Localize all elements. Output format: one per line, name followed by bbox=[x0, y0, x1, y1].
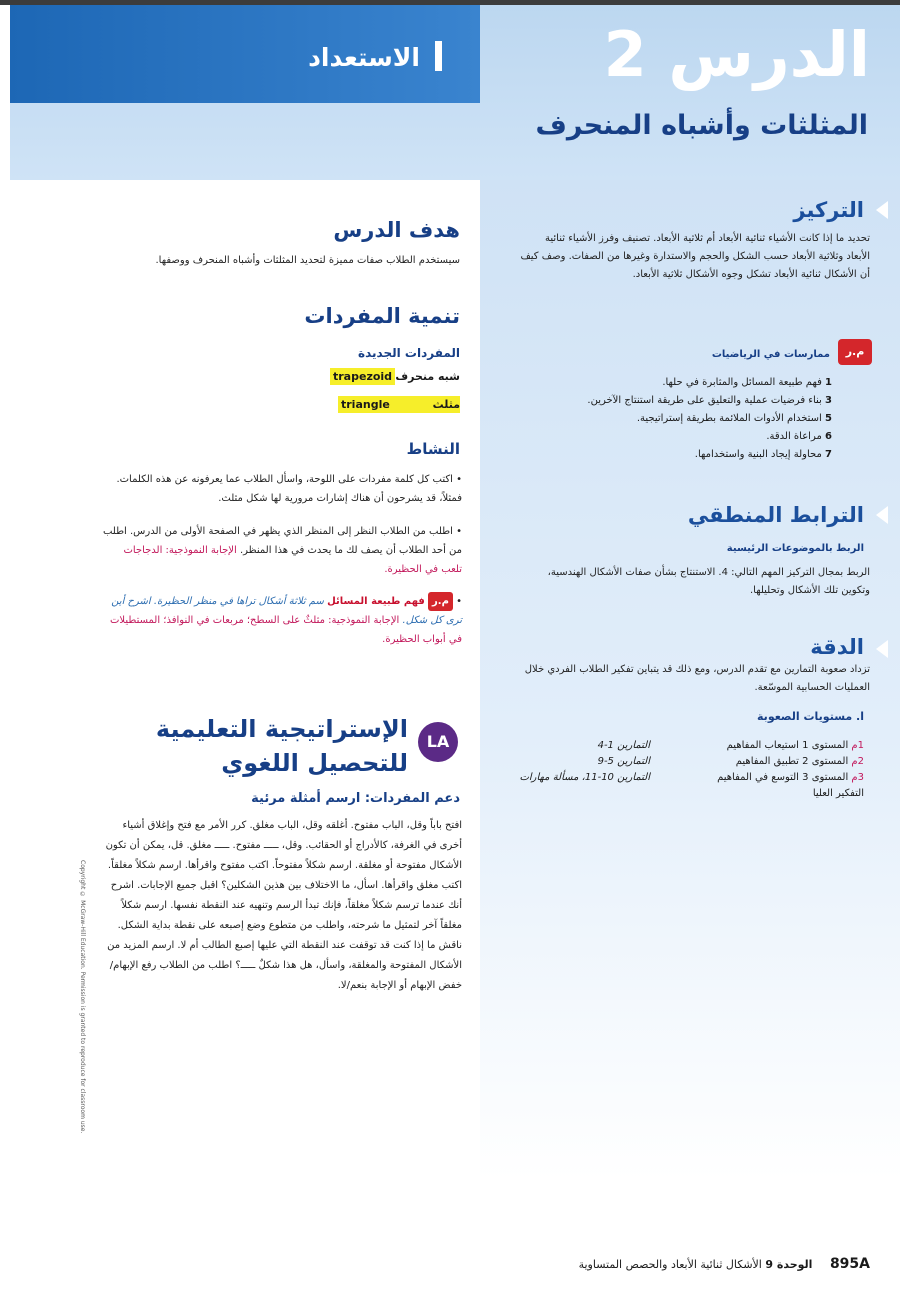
difficulty-exercises: التمارين 1-4 bbox=[597, 740, 650, 751]
la-badge-icon: LA bbox=[418, 722, 458, 762]
new-vocab-subheading: المفردات الجديدة bbox=[358, 346, 460, 360]
footer-unit: الوحدة 9 bbox=[765, 1258, 813, 1271]
difficulty-levels-heading: ا. مستويات الصعوبة bbox=[757, 710, 864, 723]
prep-banner bbox=[10, 5, 480, 103]
math-practice-item: 5 استخدام الأدوات الملائمة بطريقة إستراتيجية. bbox=[636, 413, 832, 424]
difficulty-exercises: التمارين 5-9 bbox=[597, 756, 650, 767]
strategy-subheading: دعم المفردات: ارسم أمثلة مرئية bbox=[251, 791, 460, 806]
activity-bullet: • اطلب من الطلاب النظر إلى المنظر الذي يظهر في الصفحة الأولى من الدرس. اطلب من أحد الطلاب أن يصف لك ما يحدث في هذا المنظر. الإجابة النموذجية: الدجاجات تلعب في الحظيرة. bbox=[102, 526, 462, 575]
focus-heading: التركيز bbox=[793, 198, 864, 222]
coherence-subheading: الربط بالموضوعات الرئيسية bbox=[726, 543, 864, 554]
math-practices-badge-icon: م.ر bbox=[838, 339, 872, 365]
math-practices-heading: ممارسات في الرياضيات bbox=[711, 349, 830, 360]
activity-bullet: • م.ر فهم طبيعة المسائل سم ثلاثة أشكال تراها في منظر الحظيرة. اشرح أين ترى كل شكل. الإجابة النموذجية: مثلثٌ على السطح؛ مربعات في النوافذ؛ المستطيلات في أبواب الحظيرة. bbox=[100, 592, 462, 649]
math-practice-item: 6 مراعاة الدقة. bbox=[766, 431, 832, 442]
math-practices-list bbox=[587, 374, 832, 464]
activity-heading: النشاط bbox=[406, 440, 460, 458]
math-practice-item: 7 محاولة إيجاد البنية واستخدامها. bbox=[694, 449, 832, 460]
page-number: 895A bbox=[829, 1256, 870, 1272]
vocab-word-ar: شبه منحرف bbox=[395, 370, 460, 383]
difficulty-level: 3م المستوى 3 التوسع في المفاهيم bbox=[717, 772, 864, 783]
coherence-heading: الترابط المنطقي bbox=[687, 503, 864, 527]
rigor-arrow-icon bbox=[876, 640, 888, 658]
math-practice-badge-icon: م.ر bbox=[428, 592, 453, 611]
vocab-word-ar: مثلث bbox=[393, 396, 460, 413]
vocab-heading: تنمية المفردات bbox=[304, 304, 460, 328]
vocab-row bbox=[330, 368, 460, 385]
lesson-title: المثلثات وأشباه المنحرف bbox=[535, 110, 868, 141]
footer-unit-title: الأشكال ثنائية الأبعاد والحصص المتساوية bbox=[578, 1258, 762, 1271]
vocab-row bbox=[338, 396, 460, 413]
page-footer bbox=[579, 1256, 870, 1272]
coherence-text: الربط بمجال التركيز المهم التالي: 4. الاستنتاج بشأن صفات الأشكال الهندسية، وتكوين تلك الأشكال وتحليلها. bbox=[547, 567, 870, 596]
difficulty-exercises: التمارين 10-11، مسألة مهارات bbox=[519, 772, 650, 783]
strategy-title: الإستراتيجية التعليمية للتحصيل اللغوي bbox=[155, 715, 408, 777]
activity-bullet: • اكتب كل كلمة مفردات على اللوحة، واسأل الطلاب عما يعرفونه عن هذه الكلمات. فمثلاً، قد يشرحون أن هناك إشارات مرورية لها شكل مثلث. bbox=[116, 474, 462, 504]
difficulty-level: 2م المستوى 2 تطبيق المفاهيم bbox=[735, 756, 864, 767]
math-practice-item: 3 بناء فرضيات عملية والتعليق على طريقة استنتاج الآخرين. bbox=[587, 395, 832, 406]
difficulty-level: 1م المستوى 1 استيعاب المفاهيم bbox=[726, 740, 864, 751]
prep-bar-marker bbox=[435, 41, 442, 71]
difficulty-levels-tail: التفكير العليا bbox=[812, 788, 864, 799]
vocab-word-en: trapezoid bbox=[330, 368, 395, 385]
prep-title: الاستعداد bbox=[308, 43, 420, 72]
difficulty-exercises-list bbox=[500, 738, 650, 786]
coherence-arrow-icon bbox=[876, 506, 888, 524]
lesson-number: الدرس 2 bbox=[603, 18, 870, 91]
rigor-text: تزداد صعوبة التمارين مع تقدم الدرس، ومع ذلك قد يتباين تفكير الطلاب الفردي خلال العمليات الحسابية الموسّعة. bbox=[524, 664, 870, 693]
math-practice-item: 1 فهم طبيعة المسائل والمثابرة في حلها. bbox=[662, 377, 832, 388]
vocab-word-en: triangle bbox=[338, 396, 393, 413]
focus-text: تحديد ما إذا كانت الأشياء ثنائية الأبعاد أم ثلاثية الأبعاد. تصنيف وفرز الأشياء ثنائية الأبعاد وثلاثية الأبعاد حسب الشكل والحجم والاستدارة وغيرها من الصفات. وصف كيف أن الأشكال ثنائية الأبعاد تشكل وجوه الأشكال ثلاثية الأبعاد. bbox=[520, 233, 870, 280]
focus-arrow-icon bbox=[876, 201, 888, 219]
copyright-sidebar: Copyright © McGraw-Hill Education. Permission is granted to reproduce for classroom use. bbox=[79, 860, 86, 1134]
lesson-goal-text: سيستخدم الطلاب صفات مميزة لتحديد المثلثات وأشباه المنحرف ووصفها. bbox=[155, 255, 460, 266]
difficulty-levels-list bbox=[674, 738, 864, 802]
lesson-goal-heading: هدف الدرس bbox=[333, 218, 460, 242]
rigor-heading: الدقة bbox=[810, 635, 864, 659]
strategy-text: افتح باباً وقل، الباب مفتوح. أغلقه وقل، الباب مغلق. كرر الأمر مع فتح وإغلاق أشياء أخرى في الغرفة، كالأدراج أو الحقائب. وقل، ـــــ مفتوح. ـــــ مغلق. قل، يمكن أن تكون الأشكال مفتوحة أو مغلقة. ارسم شكلاً مفتوحاً. اكتب مفتوح واقرأها. ارسم شكلاً مغلقاً. اكتب مغلق واقرأها. اسأل، ما الاختلاف بين هذين الشكلين؟ اقبل جميع الإجابات. اشرح أنك عندما ترسم شكلاً مغلقاً، فإنك تبدأ الرسم وتنهيه عند النقطة نفسها. ارسم شكلاً مغلقاً آخر لتمثيل ما شرحته، واطلب من متطوع وضع إصبعه على نقطة بداية الشكل. ناقش ما إذا كنت قد توقفت عند النقطة التي عليها إصبع الطالب أم لا. ارسم المزيد من الأشكال المفتوحة والمغلقة، واسأل، هل هذا شكلٌ ـــــ؟ اطلب من الطلاب رفع الإبهام/ خفض الإبهام أو الإجابة بنعم/لا. bbox=[105, 820, 462, 991]
